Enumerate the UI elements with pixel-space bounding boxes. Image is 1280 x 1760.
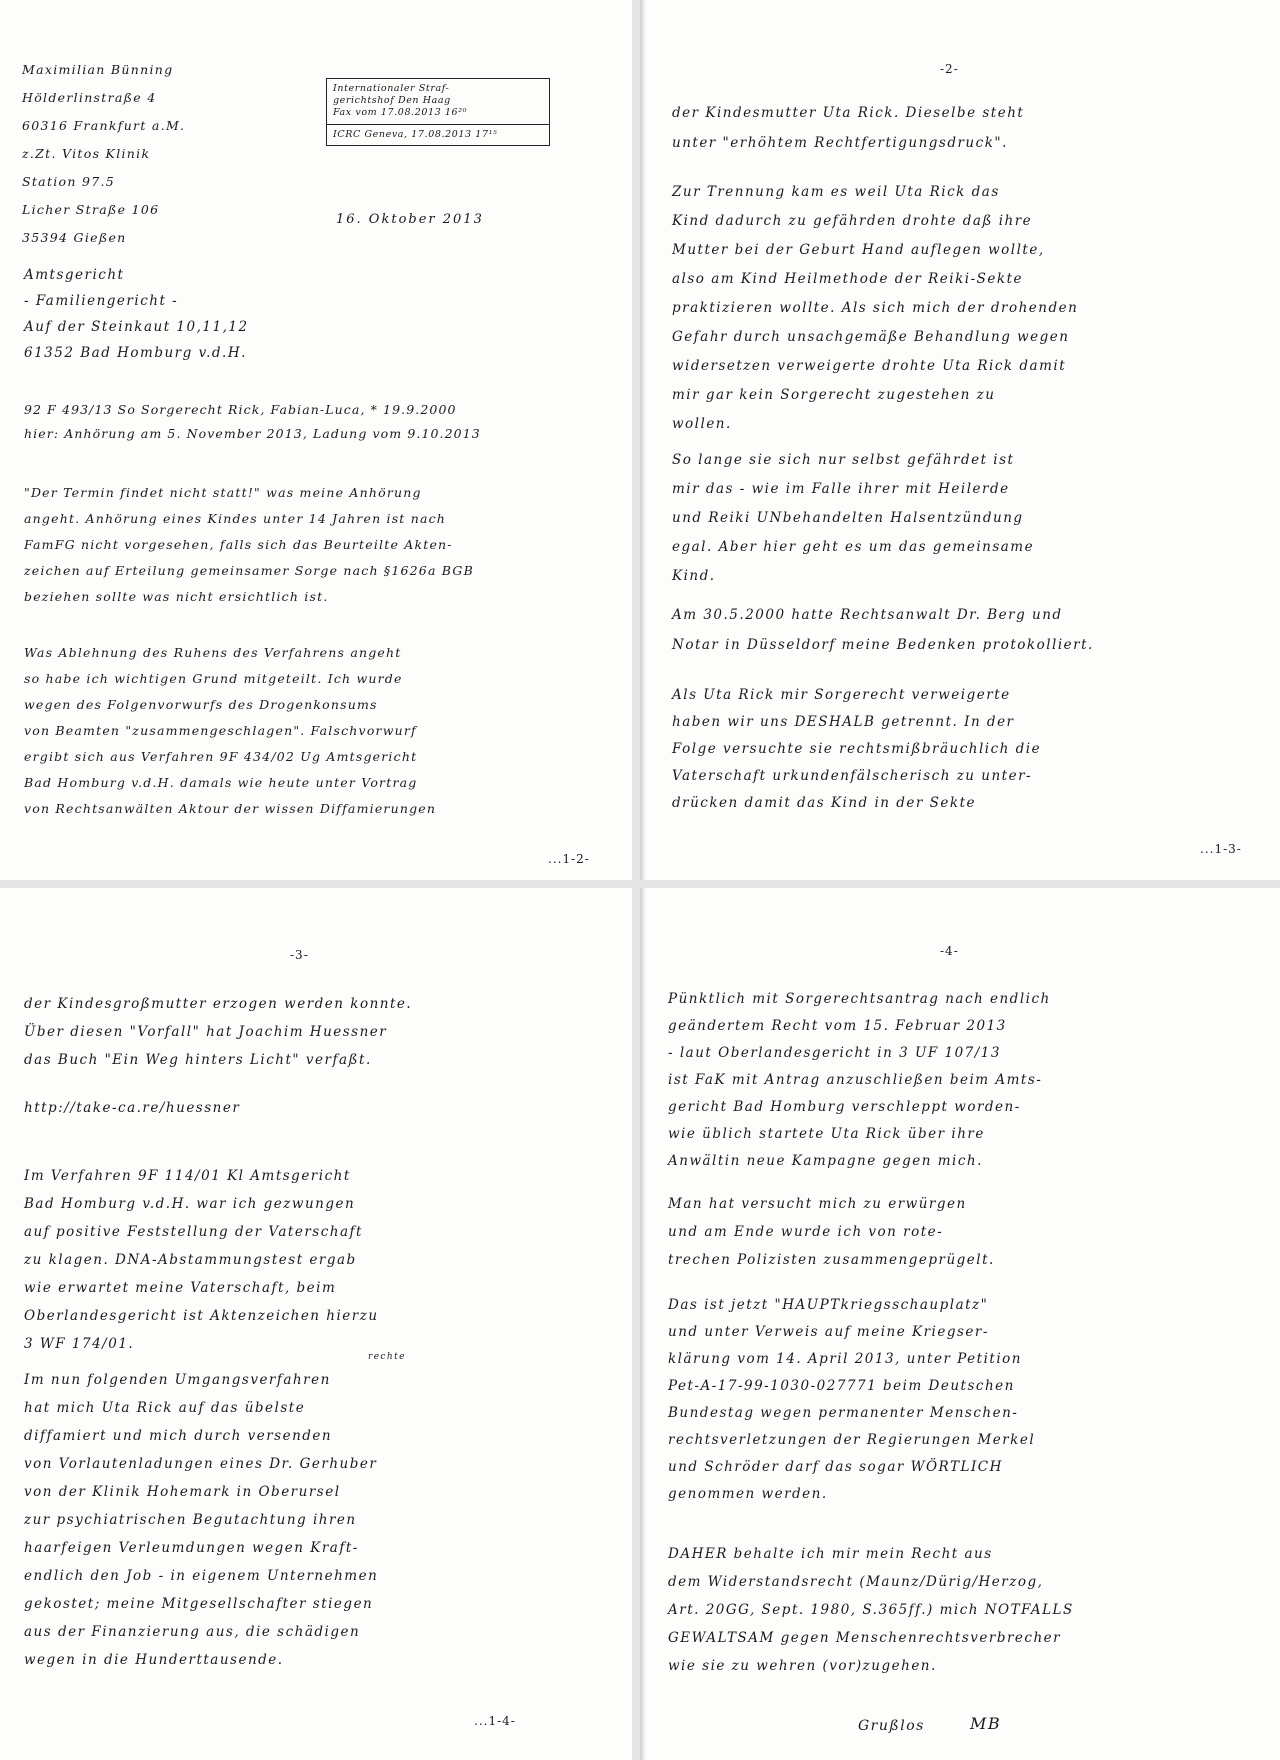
text-line: drücken damit das Kind in der Sekte — [672, 795, 976, 811]
text-line: wie erwartet meine Vaterschaft, beim — [24, 1280, 337, 1296]
text-line: Was Ablehnung des Ruhens des Verfahrens angeht — [24, 645, 402, 660]
text-line: Pet-A-17-99-1030-027771 beim Deutschen — [668, 1378, 1015, 1394]
text-line: wegen des Folgenvorwurfs des Drogenkonsums — [24, 697, 378, 712]
sender-line: z.Zt. Vitos Klinik — [22, 146, 151, 161]
text-line: widersetzen verweigerte drohte Uta Rick damit — [672, 358, 1067, 374]
paragraph — [24, 990, 412, 1074]
text-line: Man hat versucht mich zu erwürgen — [668, 1196, 967, 1212]
text-line: von der Klinik Hohemark in Oberursel — [24, 1484, 341, 1500]
text-line: mir gar kein Sorgerecht zugestehen zu — [672, 387, 996, 403]
text-line: und am Ende wurde ich von rote- — [668, 1224, 944, 1240]
text-line: wollen. — [672, 416, 732, 432]
text-line: unter "erhöhtem Rechtfertigungsdruck". — [672, 135, 1008, 151]
paragraph — [672, 98, 1024, 158]
url-line: http://take-ca.re/huessner — [24, 1100, 241, 1116]
recipient-line: 61352 Bad Homburg v.d.H. — [24, 345, 247, 361]
closing-text: Grußlos — [858, 1718, 925, 1734]
text-line: angeht. Anhörung eines Kindes unter 14 Jahren ist nach — [24, 511, 447, 526]
text-line: haarfeigen Verleumdungen wegen Kraft- — [24, 1540, 359, 1556]
scan-edge — [640, 0, 646, 880]
text-line: haben wir uns DESHALB getrennt. In der — [672, 714, 1015, 730]
text-line: Das ist jetzt "HAUPTkriegsschauplatz" — [668, 1297, 989, 1313]
text-line: von Vorlautenladungen eines Dr. Gerhuber — [24, 1456, 378, 1472]
text-line: gericht Bad Homburg verschleppt worden- — [668, 1099, 1021, 1115]
text-line: hat mich Uta Rick auf das übelste — [24, 1400, 306, 1416]
letter-page-1 — [0, 0, 632, 880]
text-line: GEWALTSAM gegen Menschenrechtsverbrecher — [668, 1630, 1062, 1646]
paragraph — [672, 178, 1078, 439]
text-line: das Buch "Ein Weg hinters Licht" verfaßt. — [24, 1052, 372, 1068]
paragraph — [672, 600, 1094, 660]
paragraph — [668, 1540, 1074, 1680]
text-line: Über diesen "Vorfall" hat Joachim Huessner — [24, 1024, 388, 1040]
reference-line: hier: Anhörung am 5. November 2013, Ladung vom 9.10.2013 — [24, 426, 481, 441]
text-line: 3 WF 174/01. — [24, 1336, 135, 1352]
text-line: egal. Aber hier geht es um das gemeinsame — [672, 539, 1035, 555]
stamp-line: gerichtshof Den Haag — [333, 95, 451, 106]
text-line: Notar in Düsseldorf meine Bedenken protokolliert. — [672, 637, 1094, 653]
fax-stamp-box — [326, 78, 550, 146]
text-line: beziehen sollte was nicht ersichtlich ist. — [24, 589, 329, 604]
text-line: zeichen auf Erteilung gemeinsamer Sorge nach §1626a BGB — [24, 563, 474, 578]
paragraph — [24, 1366, 378, 1674]
sender-line: 35394 Gießen — [22, 230, 127, 245]
text-line: Kind dadurch zu gefährden drohte daß ihre — [672, 213, 1033, 229]
sender-line: Station 97.5 — [22, 174, 116, 189]
text-line: wegen in die Hunderttausende. — [24, 1652, 284, 1668]
text-line: Pünktlich mit Sorgerechtsantrag nach endlich — [668, 991, 1051, 1007]
recipient-address — [24, 262, 249, 366]
letter-page-4 — [640, 888, 1280, 1760]
sender-line: Maximilian Bünning — [22, 62, 174, 77]
case-reference — [24, 398, 481, 446]
recipient-line: Auf der Steinkaut 10,11,12 — [24, 319, 249, 335]
text-line: geändertem Recht vom 15. Februar 2013 — [668, 1018, 1007, 1034]
text-line: Im Verfahren 9F 114/01 Kl Amtsgericht — [24, 1168, 351, 1184]
paragraph — [668, 1190, 995, 1274]
page-divider-horizontal — [0, 880, 1280, 888]
scan-edge — [640, 888, 646, 1760]
text-line: der Kindesmutter Uta Rick. Dieselbe steht — [672, 105, 1025, 121]
text-line: Vaterschaft urkundenfälscherisch zu unter- — [672, 768, 1033, 784]
reference-line: 92 F 493/13 So Sorgerecht Rick, Fabian-Luca, * 19.9.2000 — [24, 402, 457, 417]
text-line: Bundestag wegen permanenter Menschen- — [668, 1405, 1019, 1421]
text-line: trechen Polizisten zusammengeprügelt. — [668, 1252, 995, 1268]
text-line: - laut Oberlandesgericht in 3 UF 107/13 — [668, 1045, 1001, 1061]
text-line: rechtsverletzungen der Regierungen Merkel — [668, 1432, 1036, 1448]
paragraph — [24, 480, 474, 610]
text-line: Bad Homburg v.d.H. damals wie heute unter Vortrag — [24, 775, 418, 790]
text-line: Kind. — [672, 568, 716, 584]
text-line: Bad Homburg v.d.H. war ich gezwungen — [24, 1196, 356, 1212]
paragraph — [24, 640, 436, 822]
text-line: auf positive Feststellung der Vaterschaft — [24, 1224, 363, 1240]
paragraph — [672, 446, 1034, 591]
sender-line: Hölderlinstraße 4 — [22, 90, 157, 105]
text-line: und unter Verweis auf meine Kriegser- — [668, 1324, 989, 1340]
text-line: wie sie zu wehren (vor)zugehen. — [668, 1658, 937, 1674]
page-footer-number: ...1-3- — [1200, 842, 1242, 856]
text-line: Am 30.5.2000 hatte Rechtsanwalt Dr. Berg und — [672, 607, 1063, 623]
text-line: wie üblich startete Uta Rick über ihre — [668, 1126, 985, 1142]
paragraph — [668, 1292, 1035, 1508]
paragraph — [24, 1094, 240, 1122]
text-line: "Der Termin findet nicht statt!" was meine Anhörung — [24, 485, 422, 500]
stamp-line: Fax vom 17.08.2013 16²⁰ — [333, 107, 468, 118]
page-header-number: -3- — [290, 948, 309, 962]
text-line: Als Uta Rick mir Sorgerecht verweigerte — [672, 687, 1011, 703]
page-header-number: -2- — [940, 62, 959, 76]
text-line: ist FaK mit Antrag anzuschließen beim Amts- — [668, 1072, 1043, 1088]
text-line: und Reiki UNbehandelten Halsentzündung — [672, 510, 1024, 526]
letter-date: 16. Oktober 2013 — [336, 212, 484, 227]
page-footer-number: ...1-2- — [548, 852, 590, 866]
stamp-line: Internationaler Straf- — [333, 83, 450, 94]
text-line: der Kindesgroßmutter erzogen werden konnte. — [24, 996, 413, 1012]
text-line: zu klagen. DNA-Abstammungstest ergab — [24, 1252, 357, 1268]
text-line: Folge versuchte sie rechtsmißbräuchlich die — [672, 741, 1042, 757]
paragraph — [668, 986, 1051, 1175]
page-footer-number: ...1-4- — [474, 1714, 516, 1728]
stamp-line: ICRC Geneva, 17.08.2013 17¹⁵ — [327, 124, 549, 141]
paragraph — [24, 1162, 379, 1358]
recipient-line: Amtsgericht — [24, 267, 125, 283]
text-line: endlich den Job - in eigenem Unternehmen — [24, 1568, 379, 1584]
text-line: Zur Trennung kam es weil Uta Rick das — [672, 184, 1000, 200]
inserted-word-note: rechte — [368, 1352, 406, 1362]
text-line: von Rechtsanwälten Aktour der wissen Diffamierungen — [24, 801, 437, 816]
text-line: zur psychiatrischen Begutachtung ihren — [24, 1512, 357, 1528]
text-line: Im nun folgenden Umgangsverfahren — [24, 1372, 331, 1388]
text-line: klärung vom 14. April 2013, unter Petition — [668, 1351, 1022, 1367]
sender-address — [22, 56, 185, 252]
text-line: DAHER behalte ich mir mein Recht aus — [668, 1546, 993, 1562]
letter-page-2 — [640, 0, 1280, 880]
text-line: dem Widerstandsrecht (Maunz/Dürig/Herzog, — [668, 1574, 1044, 1590]
text-line: Art. 20GG, Sept. 1980, S.365ff.) mich NOTFALLS — [668, 1602, 1074, 1618]
text-line: Oberlandesgericht ist Aktenzeichen hierzu — [24, 1308, 379, 1324]
signature-mark: MB — [970, 1714, 1002, 1733]
paragraph — [672, 682, 1041, 817]
text-line: so habe ich wichtigen Grund mitgeteilt. Ich wurde — [24, 671, 403, 686]
text-line: praktizieren wollte. Als sich mich der drohenden — [672, 300, 1079, 316]
text-line: aus der Finanzierung aus, die schädigen — [24, 1624, 361, 1640]
sender-line: 60316 Frankfurt a.M. — [22, 118, 186, 133]
text-line: So lange sie sich nur selbst gefährdet ist — [672, 452, 1015, 468]
text-line: gekostet; meine Mitgesellschafter stiegen — [24, 1596, 374, 1612]
text-line: mir das - wie im Falle ihrer mit Heilerde — [672, 481, 1010, 497]
text-line: von Beamten "zusammengeschlagen". Falschvorwurf — [24, 723, 417, 738]
page-header-number: -4- — [940, 944, 959, 958]
text-line: Anwältin neue Kampagne gegen mich. — [668, 1153, 983, 1169]
sender-line: Licher Straße 106 — [22, 202, 160, 217]
text-line: FamFG nicht vorgesehen, falls sich das Beurteilte Akten- — [24, 537, 453, 552]
letter-page-3 — [0, 888, 632, 1760]
text-line: diffamiert und mich durch versenden — [24, 1428, 333, 1444]
text-line: genommen werden. — [668, 1486, 828, 1502]
recipient-line: - Familiengericht - — [24, 293, 179, 309]
text-line: ergibt sich aus Verfahren 9F 434/02 Ug Amtsgericht — [24, 749, 418, 764]
text-line: Mutter bei der Geburt Hand auflegen wollte, — [672, 242, 1045, 258]
text-line: und Schröder darf das sogar WÖRTLICH — [668, 1459, 1003, 1475]
text-line: Gefahr durch unsachgemäße Behandlung wegen — [672, 329, 1070, 345]
text-line: also am Kind Heilmethode der Reiki-Sekte — [672, 271, 1023, 287]
